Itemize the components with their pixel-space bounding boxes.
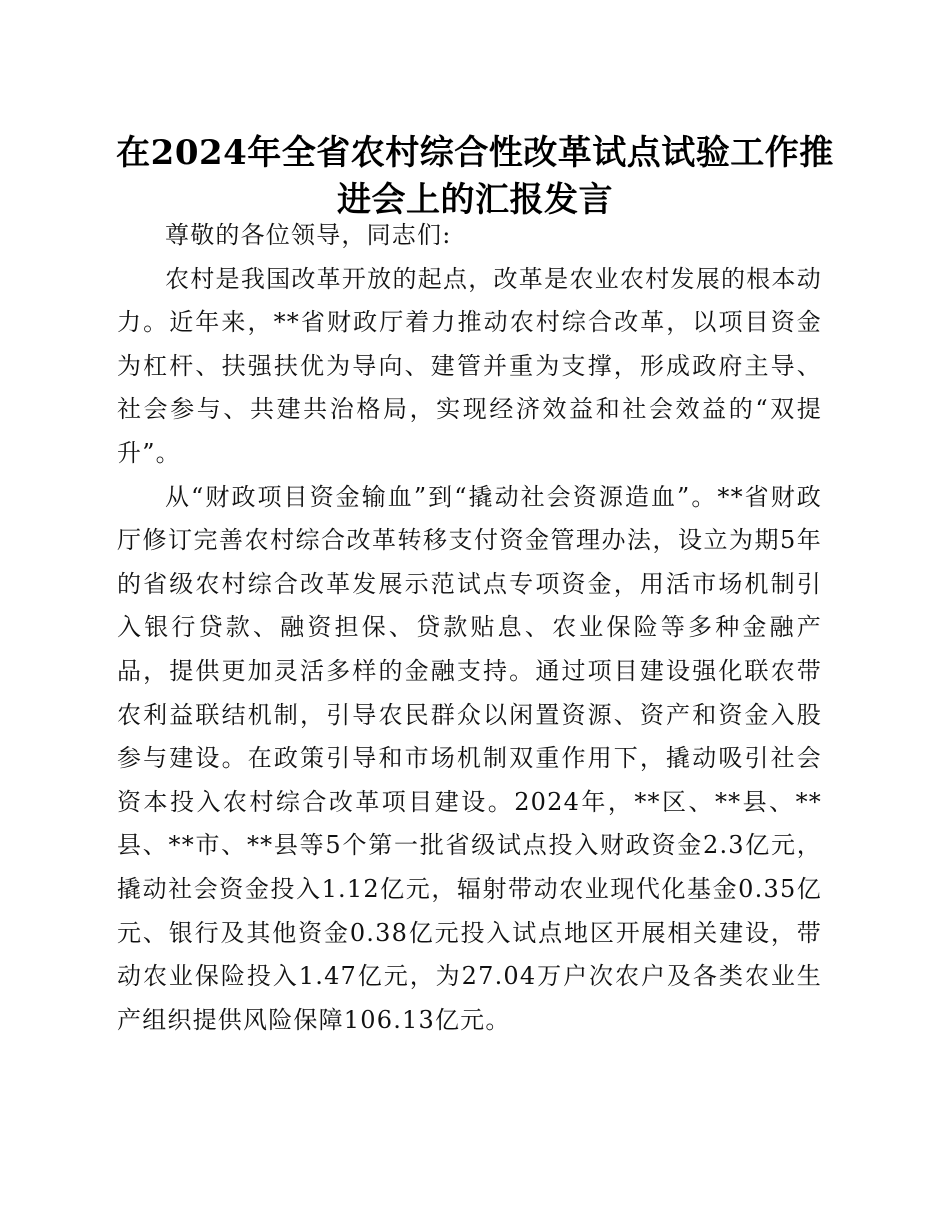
document-title [100, 130, 850, 224]
title-line-2: 进会上的汇报发言 [337, 180, 613, 220]
salutation: 尊敬的各位领导，同志们: [165, 221, 452, 249]
paragraph-2: 从“财政项目资金输血”到“撬动社会资源造血”。**省财政厅修订完善农村综合改革转移支付资金管理办法，设立为期5年的省级农村综合改革发展示范试点专项资金，用活市场机制引入银行贷款、融资担保、贷款贴息、农业保险等多种金融产品，提供更加灵活多样的金融支持。通过项目建设强化联农带农利益联结机制，引导农民群众以闲置资源、资产和资金入股参与建设。在政策引导和市场机制双重作用下，撬动吸引社会资本投入农村综合改革项目建设。2024年，**区、**县、**县、**市、**县等5个第一批省级试点投入财政资金2.3亿元，撬动社会资金投入1.12亿元，辐射带动农业现代化基金0.35亿元、银行及其他资金0.38亿元投入试点地区开展相关建设，带动农业保险投入1.47亿元，为27.04万户次农户及各类农业生产组织提供风险保障106.13亿元。 [117, 482, 822, 1034]
paragraph-1: 农村是我国改革开放的起点，改革是农业农村发展的根本动力。近年来，**省财政厅着力推动农村综合改革，以项目资金为杠杆、扶强扶优为导向、建管并重为支撑，形成政府主导、社会参与、共建共治格局，实现经济效益和社会效益的“双提升”。 [117, 264, 822, 467]
document-body [117, 214, 822, 1042]
title-line-1: 在2024年全省农村综合性改革试点试验工作推 [116, 133, 834, 173]
